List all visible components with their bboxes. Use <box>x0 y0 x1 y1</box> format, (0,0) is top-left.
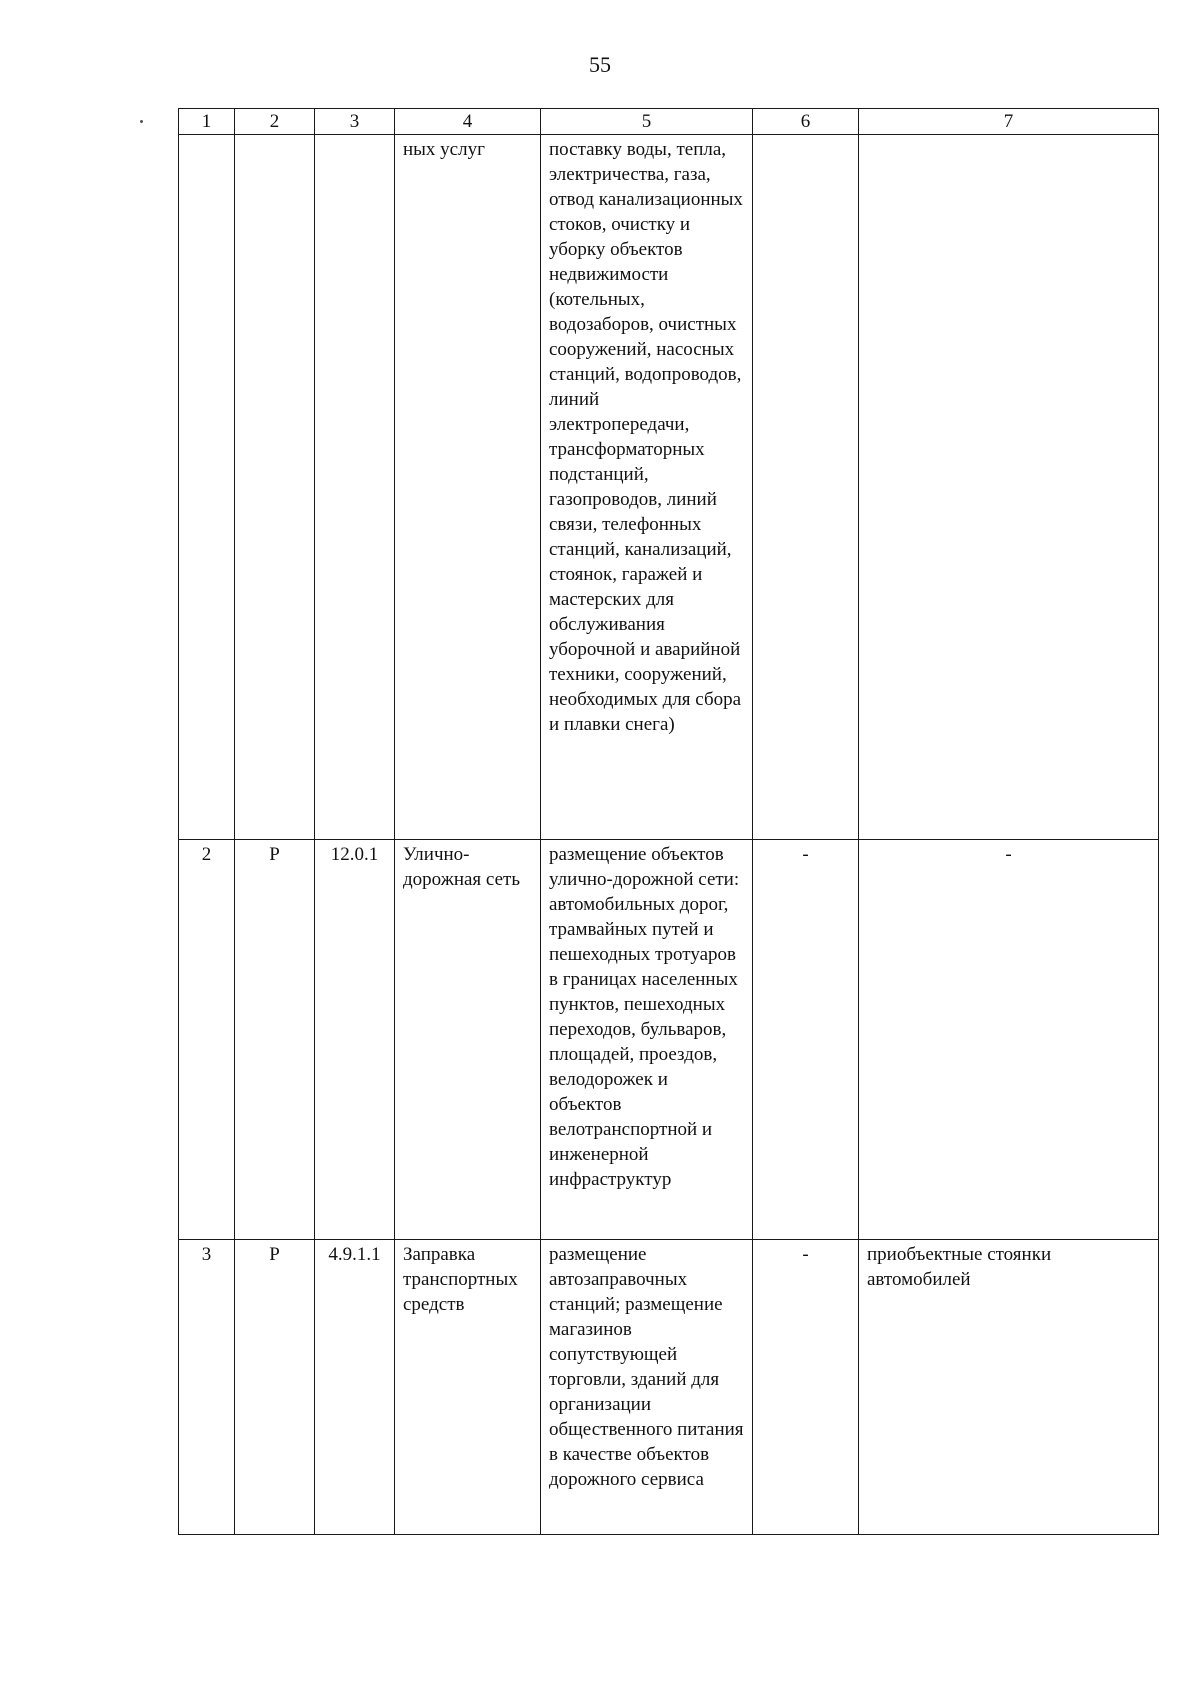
cell-col7: - <box>859 840 1159 1240</box>
regulations-table <box>178 108 1159 1535</box>
header-col-5: 5 <box>541 109 753 135</box>
cell-type: Р <box>235 840 315 1240</box>
cell-num: 2 <box>179 840 235 1240</box>
cell-description: размещение объектов улично-дорожной сети: автомобильных дорог, трамвайных путей и пешеходных тротуаров в границах населенных пунктов, пешеходных переходов, бульваров, площадей, проездов, велодорожек и объектов велотранспортной и инженерной инфраструктур <box>541 840 753 1240</box>
cell-col6: - <box>753 1240 859 1535</box>
table-row <box>179 1240 1159 1535</box>
cell-code: 12.0.1 <box>315 840 395 1240</box>
table-row <box>179 840 1159 1240</box>
scan-dot <box>140 120 143 123</box>
page-number: 55 <box>589 52 611 77</box>
header-col-3: 3 <box>315 109 395 135</box>
header-col-4: 4 <box>395 109 541 135</box>
header-col-7: 7 <box>859 109 1159 135</box>
header-col-6: 6 <box>753 109 859 135</box>
cell-code <box>315 135 395 840</box>
cell-col6: - <box>753 840 859 1240</box>
header-col-1: 1 <box>179 109 235 135</box>
cell-num <box>179 135 235 840</box>
cell-num: 3 <box>179 1240 235 1535</box>
cell-col7 <box>859 135 1159 840</box>
cell-name: Заправка транспортных средств <box>395 1240 541 1535</box>
cell-col6 <box>753 135 859 840</box>
cell-col7: приобъектные стоянки автомобилей <box>859 1240 1159 1535</box>
cell-type <box>235 135 315 840</box>
header-col-2: 2 <box>235 109 315 135</box>
cell-code: 4.9.1.1 <box>315 1240 395 1535</box>
cell-description: размещение автозаправочных станций; размещение магазинов сопутствующей торговли, зданий для организации общественного питания в качестве объектов дорожного сервиса <box>541 1240 753 1535</box>
table-row <box>179 135 1159 840</box>
cell-type: Р <box>235 1240 315 1535</box>
cell-name: ных услуг <box>395 135 541 840</box>
cell-description: поставку воды, тепла, электричества, газа, отвод канализационных стоков, очистку и уборку объектов недвижимости (котельных, водозаборов, очистных сооружений, насосных станций, водопроводов, линий электропередачи, трансформаторных подстанций, газопроводов, линий связи, телефонных станций, канализаций, стоянок, гаражей и мастерских для обслуживания уборочной и аварийной техники, сооружений, необходимых для сбора и плавки снега) <box>541 135 753 840</box>
cell-name: Улично-дорожная сеть <box>395 840 541 1240</box>
header-row <box>179 109 1159 135</box>
